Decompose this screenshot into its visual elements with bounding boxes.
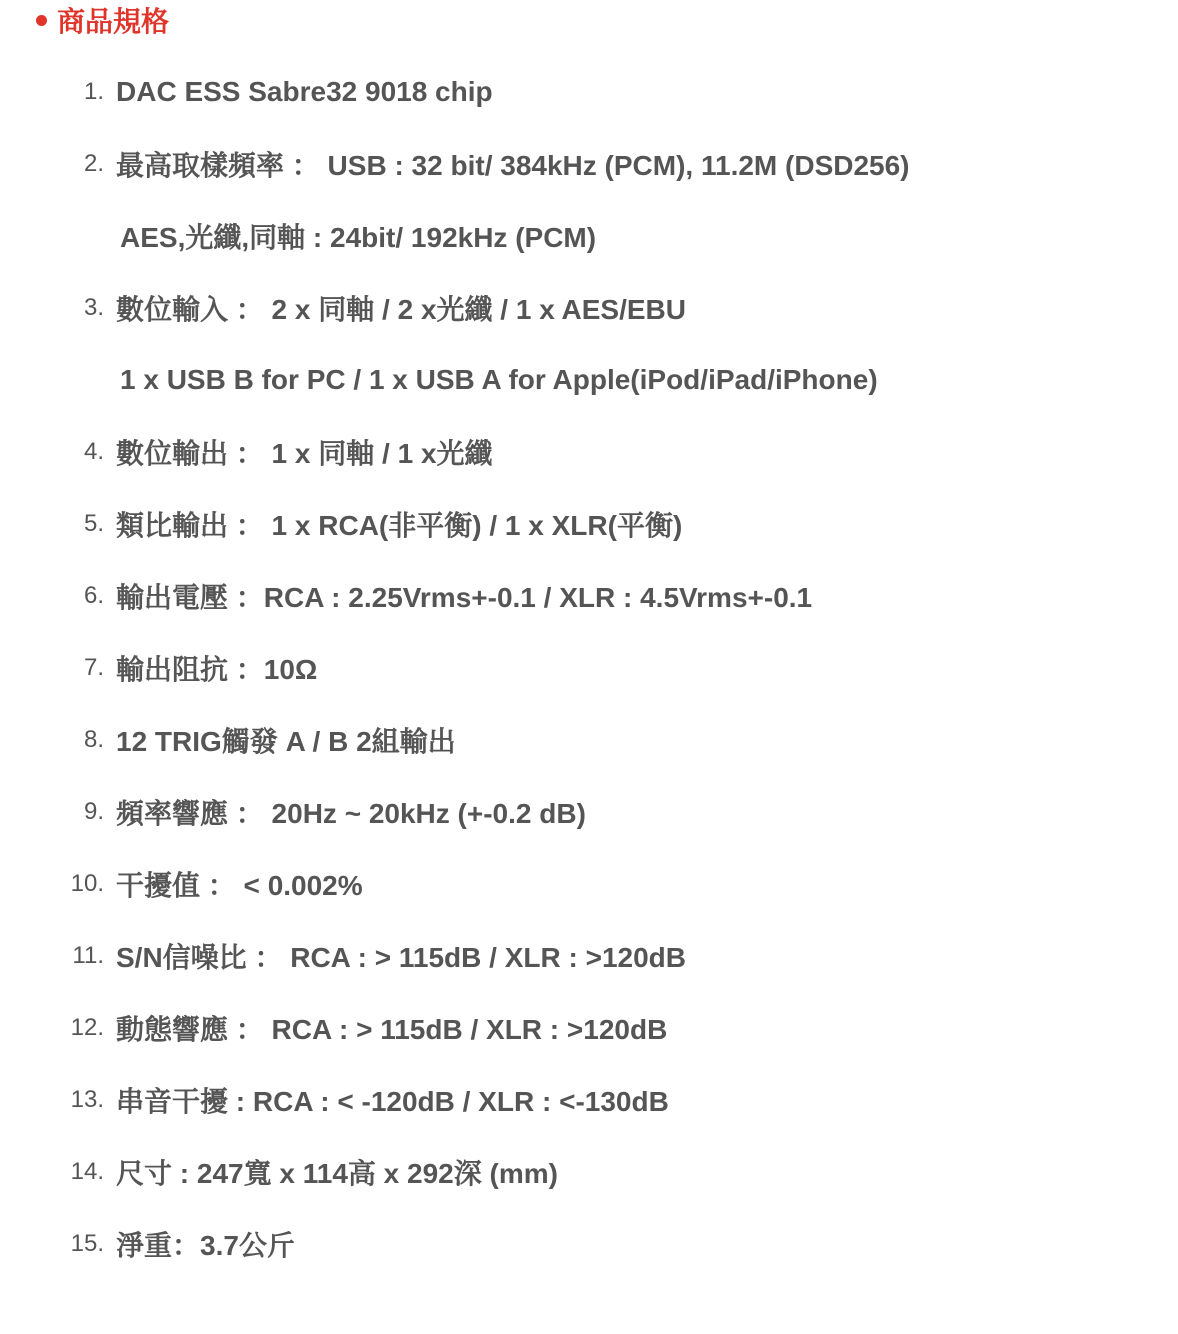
spec-text: 輸出電壓 ：RCA : 2.25Vrms+-0.1 / XLR : 4.5Vrms+-0.1 xyxy=(116,582,813,613)
spec-number: 2. xyxy=(83,150,104,177)
spec-item-9 xyxy=(0,776,1178,848)
spec-text: 數位輸入 ： 2 x 同軸 / 2 x光纖 / 1 x AES/EBU xyxy=(116,294,686,325)
spec-item-7 xyxy=(0,632,1178,704)
spec-number: 5. xyxy=(83,510,104,537)
spec-number: 3. xyxy=(83,294,104,321)
spec-item-6 xyxy=(0,560,1178,632)
spec-item-8 xyxy=(0,704,1178,776)
spec-text: 類比輸出 ： 1 x RCA(非平衡) / 1 x XLR(平衡) xyxy=(116,510,683,541)
spec-text: 干擾值 ： < 0.002% xyxy=(116,870,363,901)
spec-number: 14. xyxy=(70,1158,104,1185)
spec-item-2-continuation xyxy=(0,200,1178,272)
spec-text: 串音干擾 : RCA : < -120dB / XLR : <-130dB xyxy=(116,1086,669,1117)
spec-item-15 xyxy=(0,1208,1178,1280)
spec-text: 數位輸出 ： 1 x 同軸 / 1 x光纖 xyxy=(116,438,493,469)
spec-text: 尺寸 : 247寬 x 114高 x 292深 (mm) xyxy=(116,1158,558,1189)
spec-text: 輸出阻抗 ：10Ω xyxy=(116,654,318,685)
spec-item-5 xyxy=(0,488,1178,560)
spec-number: 8. xyxy=(83,726,104,753)
spec-number: 7. xyxy=(83,654,104,681)
spec-item-10 xyxy=(0,848,1178,920)
spec-text: 淨重：3.7公斤 xyxy=(116,1230,295,1261)
spec-text: AES,光纖,同軸 : 24bit/ 192kHz (PCM) xyxy=(120,222,597,253)
spec-text: DAC ESS Sabre32 9018 chip xyxy=(116,76,493,107)
spec-item-3 xyxy=(0,272,1178,344)
spec-text: 最高取樣頻率 ： USB : 32 bit/ 384kHz (PCM), 11.2M (DSD256) xyxy=(116,150,910,181)
spec-number: 9. xyxy=(83,798,104,825)
spec-list xyxy=(0,56,1178,1280)
spec-item-3-continuation xyxy=(0,344,1178,416)
spec-number: 6. xyxy=(83,582,104,609)
spec-item-14 xyxy=(0,1136,1178,1208)
spec-item-1 xyxy=(0,56,1178,128)
spec-text: 1 x USB B for PC / 1 x USB A for Apple(iPod/iPad/iPhone) xyxy=(120,364,878,395)
section-title: 商品規格 xyxy=(57,6,170,37)
spec-number: 15. xyxy=(70,1230,104,1257)
spec-text: 頻率響應 ： 20Hz ~ 20kHz (+-0.2 dB) xyxy=(116,798,586,829)
spec-item-2 xyxy=(0,128,1178,200)
spec-number: 12. xyxy=(70,1014,104,1041)
spec-number: 13. xyxy=(70,1086,104,1113)
spec-text: 動態響應 ： RCA : > 115dB / XLR : >120dB xyxy=(116,1014,668,1045)
spec-item-12 xyxy=(0,992,1178,1064)
spec-number: 10. xyxy=(70,870,104,897)
spec-number: 11. xyxy=(72,942,104,969)
spec-number: 1. xyxy=(83,78,104,105)
spec-item-11 xyxy=(0,920,1178,992)
bullet-icon xyxy=(36,15,47,26)
section-header xyxy=(36,0,169,40)
spec-number: 4. xyxy=(83,438,104,465)
spec-text: 12 TRIG觸發 A / B 2組輸出 xyxy=(116,726,456,757)
spec-item-4 xyxy=(0,416,1178,488)
spec-item-13 xyxy=(0,1064,1178,1136)
spec-text: S/N信噪比 ： RCA : > 115dB / XLR : >120dB xyxy=(116,942,686,973)
